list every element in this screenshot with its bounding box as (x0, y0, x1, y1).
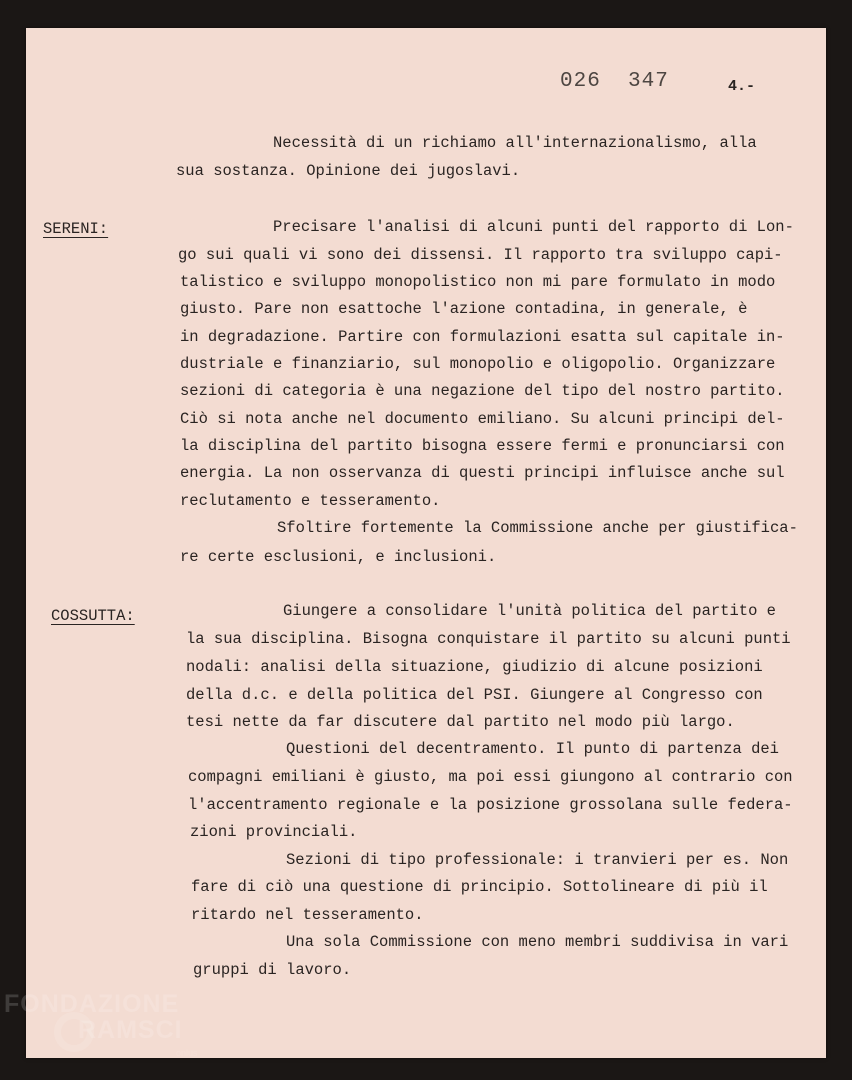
text-line: re certe esclusioni, e inclusioni. (180, 548, 497, 566)
text-line: Giungere a consolidare l'unità politica del partito e (283, 602, 776, 620)
speaker-sereni: SERENI: (43, 220, 109, 238)
text-line: Precisare l'analisi di alcuni punti del rapporto di Lon- (273, 218, 794, 236)
text-line: Sezioni di tipo professionale: i tranvieri per es. Non (286, 851, 789, 869)
text-line: della d.c. e della politica del PSI. Giungere al Congresso con (186, 686, 763, 704)
text-line: ritardo nel tesseramento. (191, 906, 424, 924)
text-line: la sua disciplina. Bisogna conquistare il partito su alcuni punti (186, 630, 791, 648)
text-line: go sui quali vi sono dei dissensi. Il rapporto tra sviluppo capi- (178, 246, 783, 264)
text-line: Ciò si nota anche nel documento emiliano. Su alcuni principi del- (180, 410, 785, 428)
text-line: compagni emiliani è giusto, ma poi essi giungono al contrario con (188, 768, 793, 786)
text-line: talistico e sviluppo monopolistico non mi pare formulato in modo (180, 273, 776, 291)
text-line: Questioni del decentramento. Il punto di partenza dei (286, 740, 779, 758)
text-line: l'accentramento regionale e la posizione grossolana sulle federa- (188, 796, 793, 814)
text-line: zioni provinciali. (190, 823, 358, 841)
logo-text-line1: FONDAZIONE (4, 990, 180, 1018)
text-line: sezioni di categoria è una negazione del tipo del nostro partito. (180, 382, 785, 400)
page-number: 4.- (728, 78, 756, 95)
text-line: reclutamento e tesseramento. (180, 492, 441, 510)
text-line: Una sola Commissione con meno membri suddivisa in vari (286, 933, 789, 951)
text-line: la disciplina del partito bisogna essere fermi e pronunciarsi con (180, 437, 785, 455)
logo-text-line2: RAMSCI (78, 1016, 183, 1044)
text-line: sua sostanza. Opinione dei jugoslavi. (176, 162, 521, 180)
logo-text-line3: onlus (176, 1048, 198, 1058)
text-line: nodali: analisi della situazione, giudizio di alcune posizioni (186, 658, 763, 676)
text-line: fare di ciò una questione di principio. Sottolineare di più il (191, 878, 768, 896)
text-line: dustriale e finanziario, sul monopolio e oligopolio. Organizzare (180, 355, 776, 373)
text-line: Necessità di un richiamo all'internazionalismo, alla (273, 134, 757, 152)
text-line: Sfoltire fortemente la Commissione anche per giustifica- (277, 519, 798, 537)
text-line: giusto. Pare non esattoche l'azione contadina, in generale, è (180, 300, 748, 318)
document-page (26, 28, 826, 1058)
text-line: gruppi di lavoro. (193, 961, 352, 979)
text-line: in degradazione. Partire con formulazioni esatta sul capitale in- (180, 328, 785, 346)
text-line: energia. La non osservanza di questi principi influisce anche sul (180, 464, 785, 482)
archive-reference-number: 026 347 (560, 70, 669, 93)
speaker-cossutta: COSSUTTA: (51, 607, 135, 625)
fondazione-gramsci-logo (4, 990, 214, 1070)
text-line: tesi nette da far discutere dal partito nel modo più largo. (186, 713, 735, 731)
